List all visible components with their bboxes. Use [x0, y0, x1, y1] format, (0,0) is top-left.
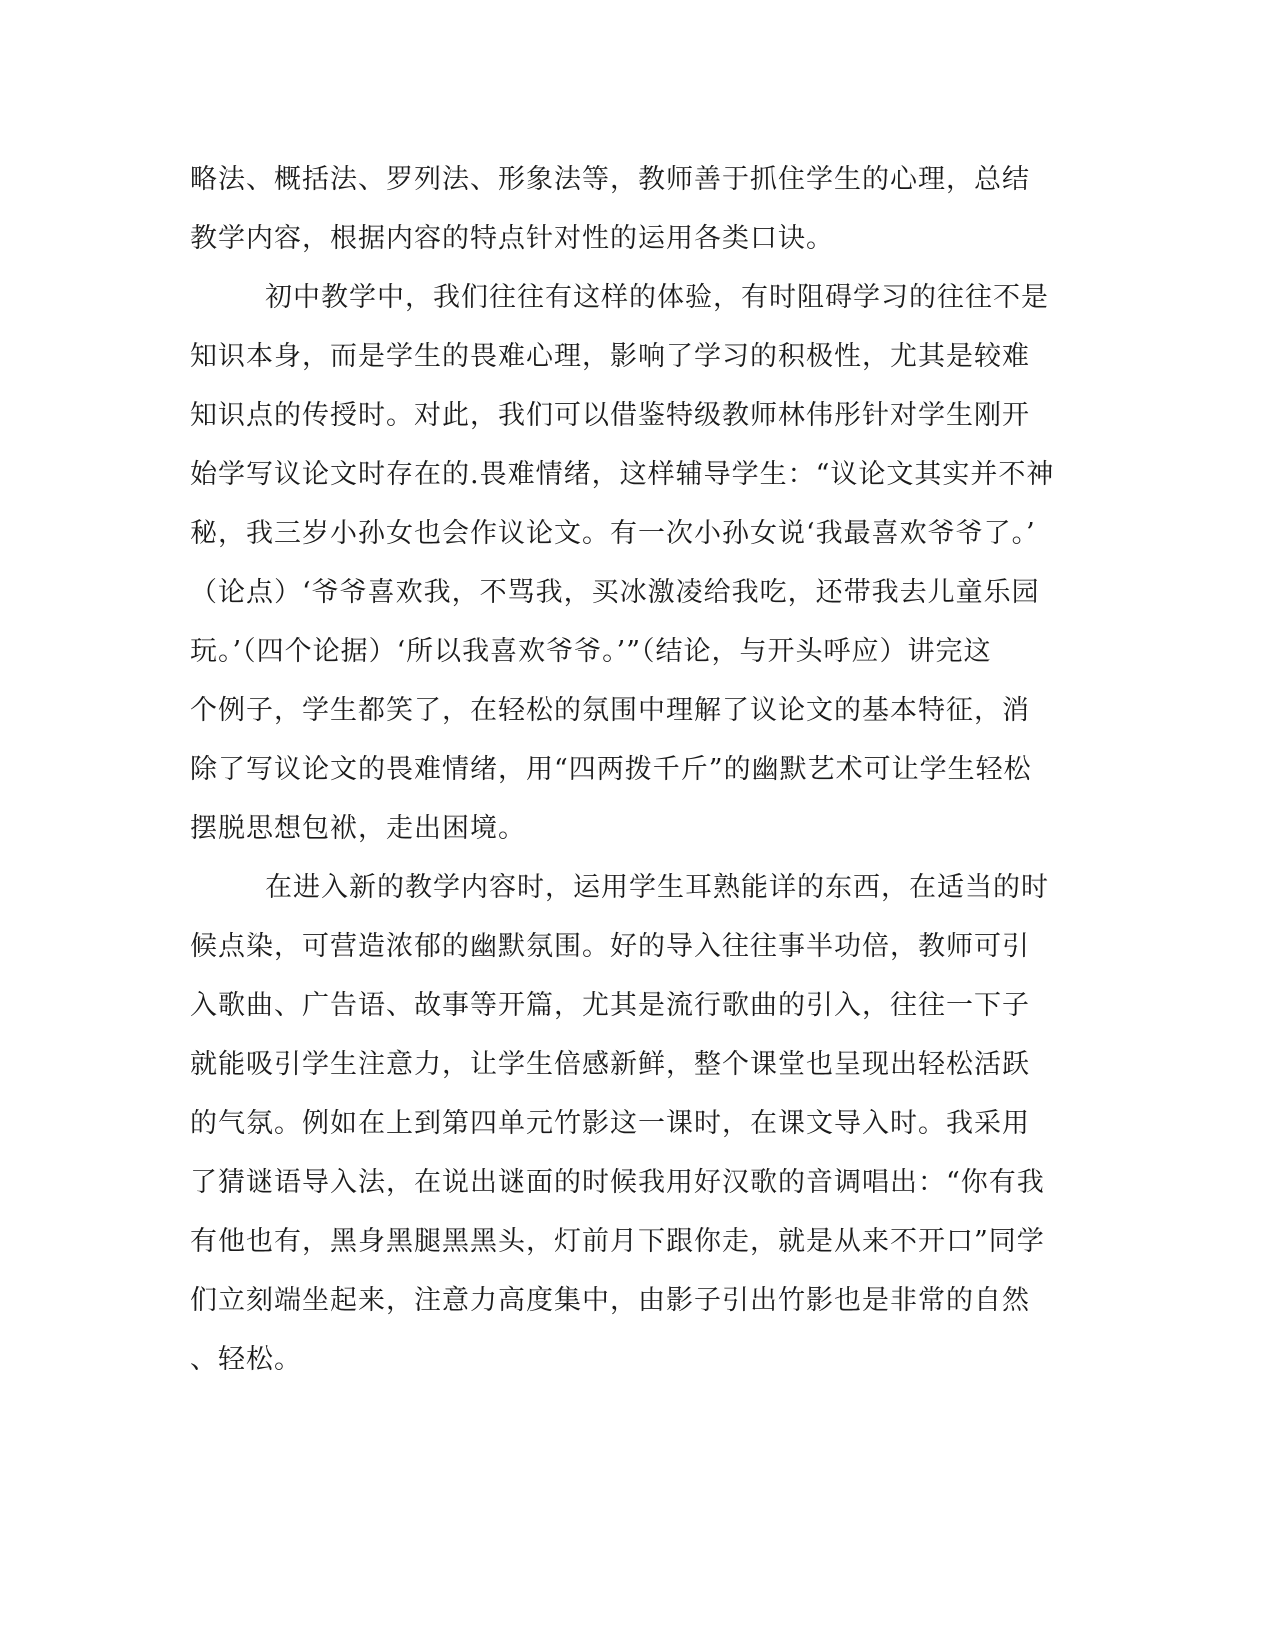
text-line: 有他也有，黑身黑腿黑黑头，灯前月下跟你走，就是从来不开口”同学: [190, 1226, 1045, 1257]
paragraph-start-line: 在进入新的教学内容时，运用学生耳熟能详的东西，在适当的时: [265, 872, 1049, 903]
text-line: 教学内容，根据内容的特点针对性的运用各类口诀。: [190, 223, 834, 254]
paragraph-start-line: 初中教学中，我们往往有这样的体验，有时阻碍学习的往往不是: [265, 282, 1049, 313]
text-line: 知识本身，而是学生的畏难心理，影响了学习的积极性，尤其是较难: [190, 341, 1030, 372]
text-line: 始学写议论文时存在的.畏难情绪，这样辅导学生：“议论文其实并不神: [190, 459, 1055, 490]
text-line: 候点染，可营造浓郁的幽默氛围。好的导入往往事半功倍，教师可引: [190, 931, 1030, 962]
text-line: 入歌曲、广告语、故事等开篇，尤其是流行歌曲的引入，往往一下子: [190, 990, 1030, 1021]
text-line: 除了写议论文的畏难情绪，用“四两拨千斤”的幽默艺术可让学生轻松: [190, 754, 1032, 785]
text-line: 摆脱思想包袱，走出困境。: [190, 813, 526, 844]
text-line: 的气氛。例如在上到第四单元竹影这一课时，在课文导入时。我采用: [190, 1108, 1030, 1139]
text-line: 玩。’（四个论据）‘所以我喜欢爷爷。’”（结论，与开头呼应）讲完这: [190, 636, 992, 667]
text-line: 就能吸引学生注意力，让学生倍感新鲜，整个课堂也呈现出轻松活跃: [190, 1049, 1030, 1080]
text-line: 略法、概括法、罗列法、形象法等，教师善于抓住学生的心理，总结: [190, 164, 1030, 195]
text-line: 了猜谜语导入法，在说出谜面的时候我用好汉歌的音调唱出：“你有我: [190, 1167, 1045, 1198]
text-line: 、轻松。: [190, 1344, 302, 1375]
text-line: 知识点的传授时。对此，我们可以借鉴特级教师林伟彤针对学生刚开: [190, 400, 1030, 431]
text-line: （论点）‘爷爷喜欢我，不骂我，买冰激凌给我吃，还带我去儿童乐园: [190, 577, 1040, 608]
text-line: 们立刻端坐起来，注意力高度集中，由影子引出竹影也是非常的自然: [190, 1285, 1030, 1316]
text-line: 秘，我三岁小孙女也会作议论文。有一次小孙女说‘我最喜欢爷爷了。’: [190, 518, 1036, 549]
text-line: 个例子，学生都笑了，在轻松的氛围中理解了议论文的基本特征，消: [190, 695, 1030, 726]
